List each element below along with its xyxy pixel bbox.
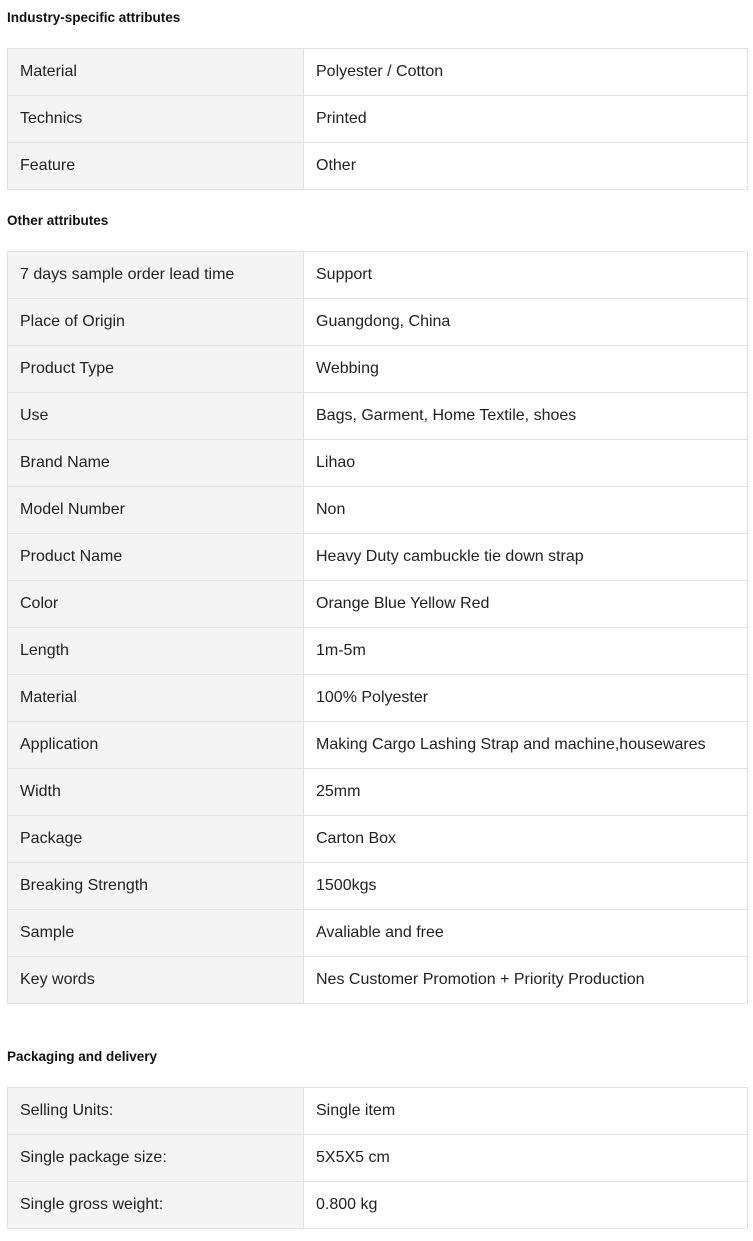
- table-row: [8, 581, 748, 628]
- attribute-value: 1500kgs: [304, 863, 748, 910]
- table-row: [8, 628, 748, 675]
- attribute-value: 1m-5m: [304, 628, 748, 675]
- table-row: [8, 534, 748, 581]
- table-row: [8, 96, 748, 143]
- attribute-key: Key words: [8, 957, 304, 1004]
- attribute-key: Feature: [8, 143, 304, 190]
- table-row: [8, 299, 748, 346]
- attribute-value: Heavy Duty cambuckle tie down strap: [304, 534, 748, 581]
- attribute-key: Breaking Strength: [8, 863, 304, 910]
- table-row: [8, 910, 748, 957]
- attribute-key: Application: [8, 722, 304, 769]
- attribute-key: Package: [8, 816, 304, 863]
- table-row: [8, 769, 748, 816]
- attribute-value: Non: [304, 487, 748, 534]
- table-row: [8, 440, 748, 487]
- table-row: [8, 675, 748, 722]
- table-row: [8, 722, 748, 769]
- attribute-key: 7 days sample order lead time: [8, 252, 304, 299]
- attribute-value: Guangdong, China: [304, 299, 748, 346]
- attribute-key: Selling Units:: [8, 1088, 304, 1135]
- attribute-value: 0.800 kg: [304, 1182, 748, 1229]
- attribute-key: Single package size:: [8, 1135, 304, 1182]
- attribute-key: Place of Origin: [8, 299, 304, 346]
- attribute-value: Polyester / Cotton: [304, 49, 748, 96]
- attribute-key: Use: [8, 393, 304, 440]
- table-row: [8, 393, 748, 440]
- attribute-value: 100% Polyester: [304, 675, 748, 722]
- attribute-key: Length: [8, 628, 304, 675]
- table-row: [8, 816, 748, 863]
- table-row: [8, 487, 748, 534]
- table-row: [8, 143, 748, 190]
- other-attributes-table: [7, 251, 748, 1004]
- section-title-other-attributes: Other attributes: [7, 213, 109, 228]
- attribute-key: Color: [8, 581, 304, 628]
- section-title-industry-specific: Industry-specific attributes: [7, 10, 181, 25]
- table-row: [8, 346, 748, 393]
- attribute-value: Support: [304, 252, 748, 299]
- table-row: [8, 1088, 748, 1135]
- section-title-packaging-delivery: Packaging and delivery: [7, 1049, 158, 1064]
- attribute-key: Width: [8, 769, 304, 816]
- attribute-key: Model Number: [8, 487, 304, 534]
- attribute-key: Technics: [8, 96, 304, 143]
- table-row: [8, 1135, 748, 1182]
- attribute-key: Material: [8, 675, 304, 722]
- table-row: [8, 863, 748, 910]
- attribute-value: 25mm: [304, 769, 748, 816]
- attribute-key: Material: [8, 49, 304, 96]
- attribute-key: Product Name: [8, 534, 304, 581]
- table-row: [8, 49, 748, 96]
- attribute-value: Single item: [304, 1088, 748, 1135]
- attribute-value: Bags, Garment, Home Textile, shoes: [304, 393, 748, 440]
- attribute-value: Webbing: [304, 346, 748, 393]
- packaging-attributes-table: [7, 1087, 748, 1229]
- attribute-key: Single gross weight:: [8, 1182, 304, 1229]
- table-row: [8, 957, 748, 1004]
- attribute-key: Sample: [8, 910, 304, 957]
- attribute-value: Printed: [304, 96, 748, 143]
- attribute-value: 5X5X5 cm: [304, 1135, 748, 1182]
- attribute-value: Orange Blue Yellow Red: [304, 581, 748, 628]
- attribute-value: Making Cargo Lashing Strap and machine,housewares: [304, 722, 748, 769]
- attribute-key: Brand Name: [8, 440, 304, 487]
- attribute-key: Product Type: [8, 346, 304, 393]
- attribute-value: Avaliable and free: [304, 910, 748, 957]
- industry-attributes-table: [7, 48, 748, 190]
- table-row: [8, 1182, 748, 1229]
- attribute-value: Carton Box: [304, 816, 748, 863]
- attribute-value: Nes Customer Promotion + Priority Production: [304, 957, 748, 1004]
- table-row: [8, 252, 748, 299]
- attribute-value: Lihao: [304, 440, 748, 487]
- attribute-value: Other: [304, 143, 748, 190]
